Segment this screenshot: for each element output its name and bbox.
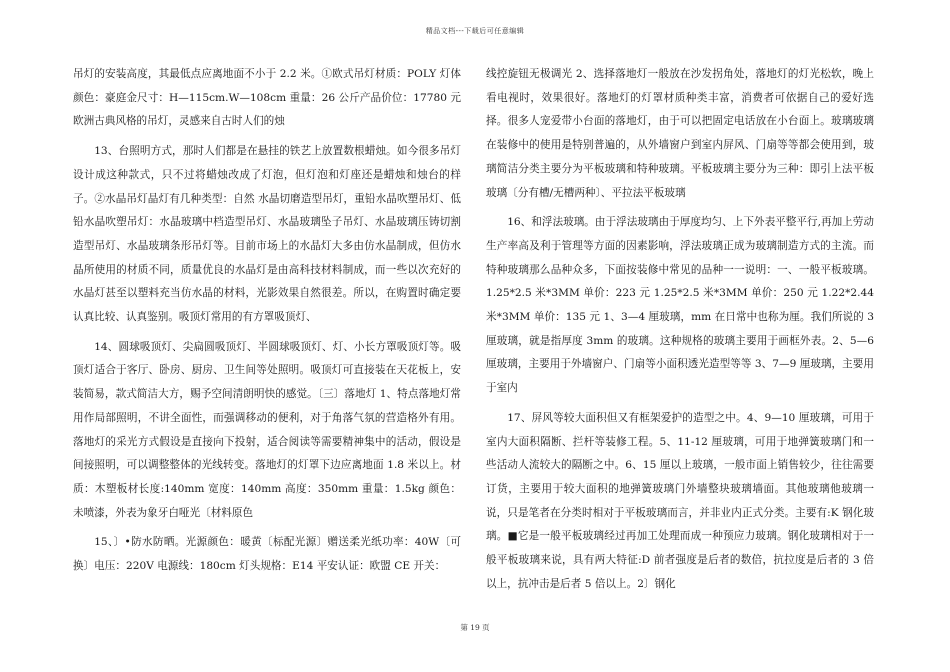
paragraph: 16、和浮法玻璃。由于浮法玻璃由于厚度均匀、上下外表平整平行,再加上劳动生产率高及利于管理等方面的因素影响，浮法玻璃正成为玻璃制造方式的主流。而特种玻璃那么品种众多，下面按装修中常见的品种一一说明：一、一般平板玻璃。1.25*2.5 米*3MM 单价：223 元 1.25*2.5 米*3MM 单价：250 元 1.22*2.44 米*3MM 单价：135 元 1、3—4 厘玻璃，mm 在日常中也称为厘。我们所说的 3 厘玻璃，就是指厚度 3mm 的玻璃。这种规格的玻璃主要用于画框外表。2、5—6 厘玻璃，主要用于外墙窗户、门扇等小面积透光造型等等 3、7—9 厘玻璃，主要用于室内: [486, 216, 874, 395]
page-header: 精品文档---下载后可任意编辑: [425, 27, 525, 35]
paragraph: 14、圆球吸顶灯、尖扁圆吸顶灯、半圆球吸顶灯、灯、小长方罩吸顶灯等。吸顶灯适合于客厅、卧房、厨房、卫生间等处照明。吸顶灯可直接装在天花板上，安装简易，款式简洁大方，赐予空间清朗明快的感觉。〔三〕落地灯 1、特点落地灯常用作局部照明，不讲全面性，而强调移动的便利，对于角落气氛的营造格外有用。落地灯的采光方式假设是直接向下投射，适合阅读等需要精神集中的活动，假设是间接照明，可以调整整体的光线转变。落地灯的灯罩下边应离地面 1.8 米以上。材质：木塑板材长度:140mm 宽度：140mm 高度：350mm 重量：1.5kg 颜色：未喷漆，外表为象牙白哑光〔材料原色: [73, 340, 461, 519]
paragraph: 15、〕•防水防晒。光源颜色：暖黄〔标配光源〕赠送柔光纸功率：40W〔可换〕电压：220V 电源线：180cm 灯头规格：E14 平安认证：欧盟 CE 开关：: [73, 536, 461, 573]
paragraph: 13、台照明方式，那时人们都是在悬挂的铁艺上放置数根蜡烛。如今很多吊灯设计成这种款式，只不过将蜡烛改成了灯泡，但灯泡和灯座还是蜡烛和烛台的样子。②水晶吊灯晶灯有几种类型：自然 水晶切磨造型吊灯，重铅水晶吹塑吊灯、低铅水晶吹塑吊灯：水晶玻璃中档造型吊灯、水晶玻璃坠子吊灯、水晶玻璃压铸切割造型吊灯、水晶玻璃条形吊灯等。目前市场上的水晶灯大多由仿水晶制成，但仿水晶所使用的材质不同，质量优良的水晶灯是由高科技材料制成，而一些以次充好的水晶灯甚至以塑料充当仿水晶的材料，光影效果自然很差。所以，在购置时确定要认真比较、认真鉴别。吸顶灯常用的有方罩吸顶灯、: [73, 145, 461, 324]
paragraph: 线控旋钮无极调光 2、选择落地灯一般放在沙发拐角处，落地灯的灯光松软，晚上看电视时，效果很好。落地灯的灯罩材质种类丰富，消费者可依据自己的爱好选择。很多人宠爱带小台面的落地灯，由于可以把固定电话放在小台面上。玻璃玻璃在装修中的使用是特别普遍的，从外墙窗户到室内屏风、门扇等等都会使用到，玻璃简洁分类主要分为平板玻璃和特种玻璃。平板玻璃主要分为三种：即引上法平板玻璃〔分有槽/无槽两种〕、平拉法平板玻璃: [486, 68, 874, 199]
left-column: [73, 63, 461, 585]
paragraph: 吊灯的安装高度，其最低点应离地面不小于 2.2 米。①欧式吊灯材质：POLY 灯体颜色：豪庭金尺寸：H—115cm.W—108cm 重量：26 公斤产品价位：17780 元欧洲古典风格的吊灯，灵感来自古时人们的烛: [73, 68, 461, 128]
page-number: 第 19 页: [460, 623, 490, 632]
right-column: [486, 63, 874, 602]
paragraph: 17、屏风等较大面积但又有框架爱护的造型之中。4、9—10 厘玻璃，可用于室内大面积隔断、拦杆等装修工程。5、11-12 厘玻璃，可用于地弹簧玻璃门和一些活动人流较大的隔断之中。6、15 厘以上玻璃，一般市面上销售较少，往往需要订货，主要用于较大面积的地弹簧玻璃门外墙整块玻璃墙面。其他玻璃他玻璃一说，只是笔者在分类时相对于平板玻璃而言，并非业内正式分类。主要有:K 钢化玻璃。■它是一般平板玻璃经过再加工处理而成一种预应力玻璃。钢化玻璃相对于一般平板玻璃来说，具有两大特征:D 前者强度是后者的数倍，抗拉度是后者的 3 倍以上，抗冲击是后者 5 倍以上。2〕钢化: [486, 411, 874, 590]
